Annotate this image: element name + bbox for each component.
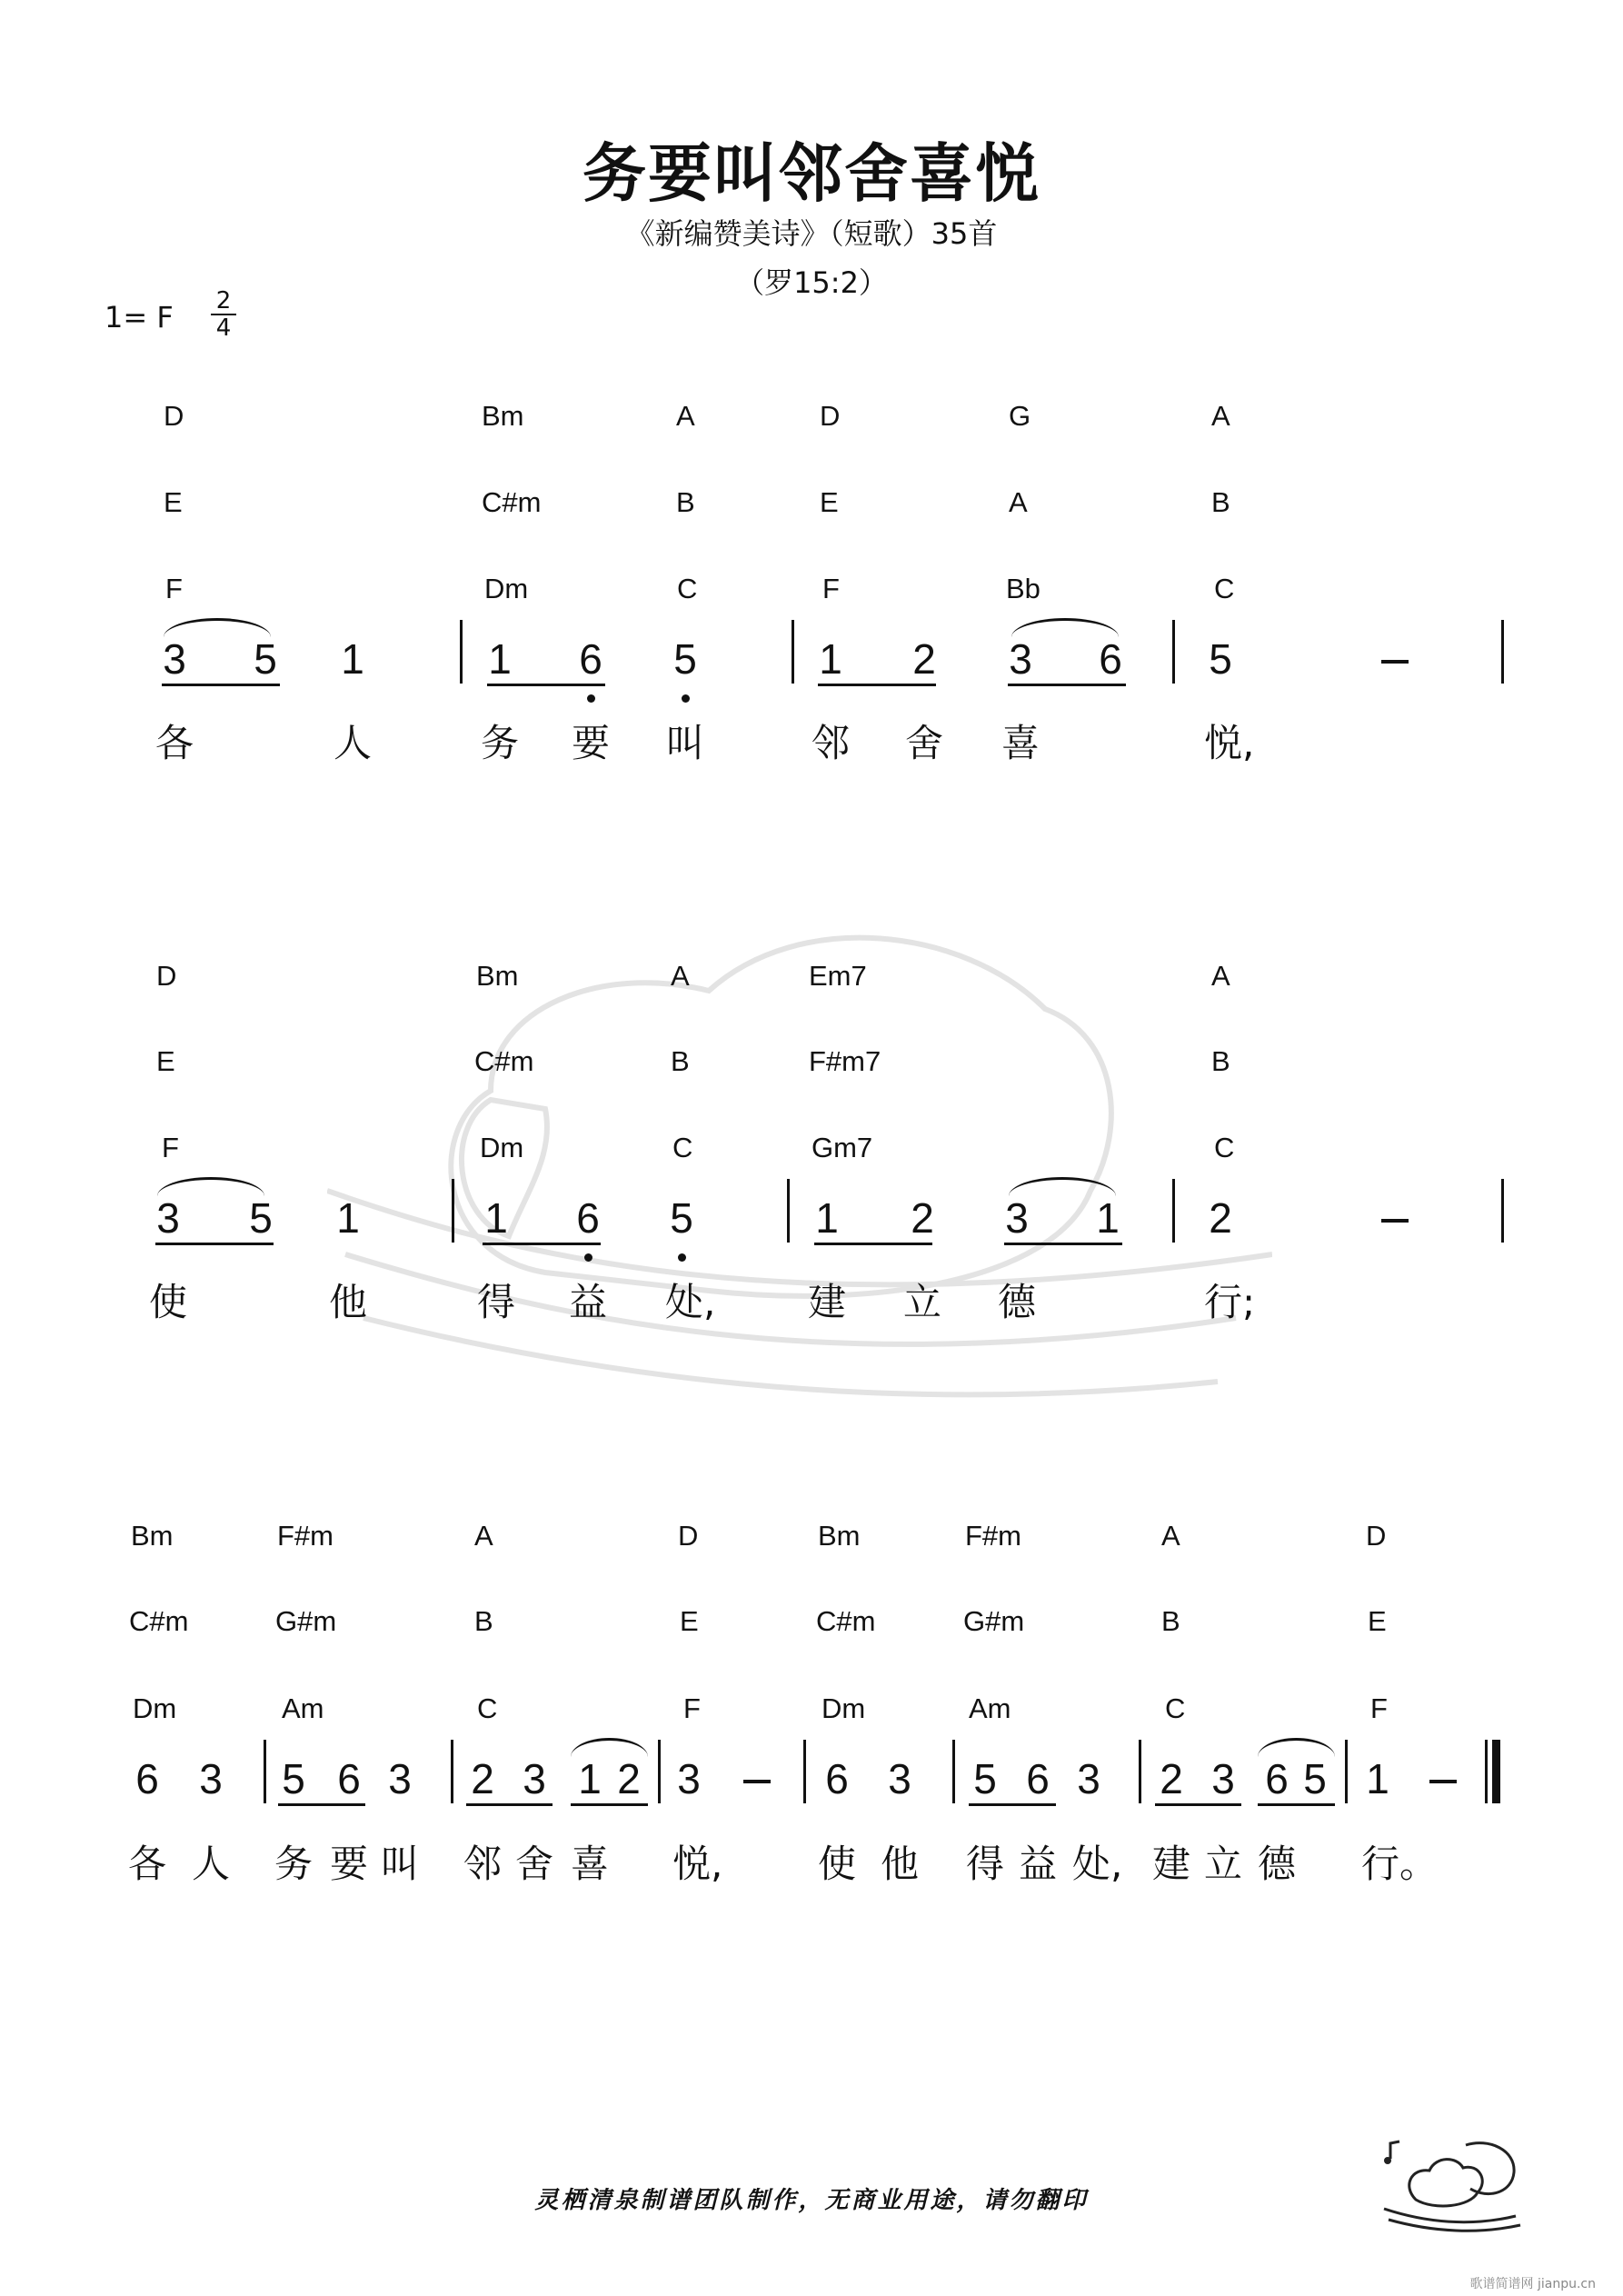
bar-line — [451, 1740, 453, 1803]
lyric: 行; — [1204, 1280, 1256, 1324]
lyric: 立 — [902, 1280, 941, 1324]
lyric: 喜 — [1001, 721, 1040, 765]
chord: E — [164, 486, 183, 518]
underline — [278, 1803, 365, 1806]
note: 3 — [523, 1755, 546, 1802]
lyric: 舍 — [514, 1842, 553, 1886]
scripture-reference: （罗15:2） — [735, 265, 888, 300]
bar-line — [264, 1740, 266, 1803]
bar-line — [1172, 1179, 1175, 1243]
chord: B — [1211, 1045, 1230, 1077]
chord: D — [164, 400, 184, 432]
chord: Bm — [482, 400, 524, 432]
lyric: 立 — [1203, 1842, 1242, 1886]
note: 1 — [336, 1194, 360, 1242]
note: 5 — [1209, 635, 1232, 683]
note: 2 — [911, 1194, 934, 1242]
note: 2 — [617, 1755, 641, 1802]
chord: G — [1009, 400, 1031, 432]
note: 5 — [973, 1755, 997, 1802]
underline — [155, 1243, 274, 1245]
note: 5 — [1303, 1755, 1327, 1802]
underline — [1008, 684, 1126, 686]
songbook-subtitle: 《新编赞美诗》（短歌）35首 — [625, 216, 998, 251]
slur — [1258, 1738, 1335, 1757]
chord: Em7 — [809, 960, 867, 992]
underline — [162, 684, 280, 686]
slur — [157, 1177, 264, 1196]
bar-line — [1345, 1740, 1348, 1803]
lyric: 人 — [333, 721, 372, 765]
underline — [483, 1243, 601, 1245]
note: 3 — [888, 1755, 911, 1802]
chord: C#m — [474, 1045, 534, 1077]
lyric: 悦, — [1204, 721, 1255, 765]
lyric: 舍 — [904, 721, 943, 765]
bar-line — [460, 620, 463, 684]
underline — [969, 1803, 1056, 1806]
chord: C#m — [129, 1605, 189, 1637]
chord: D — [1366, 1520, 1387, 1552]
note: 5 — [249, 1194, 273, 1242]
chord: E — [156, 1045, 175, 1077]
underline — [814, 1243, 932, 1245]
final-bar-thin — [1485, 1740, 1488, 1803]
note: 3 — [199, 1755, 223, 1802]
chord: A — [671, 960, 690, 992]
underline — [818, 684, 936, 686]
final-bar-thick — [1492, 1740, 1500, 1803]
lower-octave-dot — [584, 1253, 592, 1262]
footer-credit: 灵栖清泉制谱团队制作，无商业用途，请勿翻印 — [534, 2187, 1089, 2214]
lyric: 使 — [148, 1280, 187, 1324]
chord: A — [1211, 400, 1230, 432]
chord: C#m — [816, 1605, 876, 1637]
lyric: 得 — [476, 1280, 515, 1324]
chord: A — [1161, 1520, 1180, 1552]
lyric: 使 — [817, 1842, 856, 1886]
lower-octave-dot — [678, 1253, 686, 1262]
note: 1 — [1366, 1755, 1389, 1802]
note: 5 — [254, 635, 277, 683]
lower-octave-dot — [587, 694, 595, 703]
lyric: 益 — [568, 1280, 607, 1324]
chord: B — [676, 486, 695, 518]
lower-octave-dot — [682, 694, 690, 703]
lyric: 德 — [997, 1280, 1036, 1324]
note: 3 — [677, 1755, 701, 1802]
site-watermark: 歌谱简谱网 jianpu.cn — [1469, 2277, 1596, 2291]
lyric: 处, — [665, 1280, 716, 1324]
note: 2 — [1209, 1194, 1232, 1242]
song-title: 务要叫邻舍喜悦 — [582, 136, 1041, 211]
lyric: 悦, — [672, 1842, 723, 1886]
note: 1 — [815, 1194, 839, 1242]
chord: B — [1211, 486, 1230, 518]
note: 3 — [1211, 1755, 1235, 1802]
note: 3 — [1005, 1194, 1029, 1242]
chord: F — [1370, 1692, 1388, 1724]
time-sig-bottom: 4 — [215, 314, 232, 342]
note: 1 — [1096, 1194, 1120, 1242]
lyric: 各 — [154, 721, 194, 765]
chord: D — [678, 1520, 699, 1552]
note: 1 — [488, 635, 512, 683]
note: 5 — [670, 1194, 693, 1242]
chord: A — [1211, 960, 1230, 992]
underline — [1004, 1243, 1122, 1245]
underline — [1258, 1803, 1335, 1806]
lyric: 处, — [1072, 1842, 1123, 1886]
chord: Gm7 — [812, 1132, 873, 1163]
note: 1 — [484, 1194, 508, 1242]
chord: E — [820, 486, 839, 518]
note: 5 — [673, 635, 697, 683]
chord: C — [477, 1692, 498, 1724]
note: 6 — [825, 1755, 849, 1802]
note: 3 — [163, 635, 186, 683]
note: 1 — [341, 635, 364, 683]
chord: D — [156, 960, 177, 992]
chord: E — [680, 1605, 699, 1637]
key-signature: 1= F — [105, 300, 174, 334]
sheep-watermark-icon — [327, 891, 1272, 1418]
lyric: 邻 — [811, 721, 850, 765]
bar-line — [1172, 620, 1175, 684]
underline — [1155, 1803, 1241, 1806]
extension-dash — [743, 1780, 771, 1783]
bar-line — [787, 1179, 790, 1243]
lyric: 务 — [274, 1842, 313, 1886]
chord: G#m — [275, 1605, 337, 1637]
lyric: 德 — [1257, 1842, 1296, 1886]
extension-dash — [1429, 1780, 1457, 1783]
lyric: 人 — [191, 1842, 230, 1886]
underline — [571, 1803, 648, 1806]
note: 6 — [1265, 1755, 1289, 1802]
chord: Am — [969, 1692, 1011, 1724]
chord: C — [1214, 1132, 1235, 1163]
note: 5 — [282, 1755, 305, 1802]
extension-dash — [1381, 660, 1409, 664]
chord: F — [683, 1692, 701, 1724]
chord: Bm — [131, 1520, 174, 1552]
lyric: 他 — [328, 1280, 367, 1324]
note: 6 — [135, 1755, 159, 1802]
bar-line — [1501, 1179, 1504, 1243]
bar-line — [1501, 620, 1504, 684]
lyric: 建 — [807, 1280, 846, 1324]
lyric: 益 — [1018, 1842, 1057, 1886]
note: 2 — [1160, 1755, 1183, 1802]
lyric: 行。 — [1361, 1842, 1439, 1886]
chord: F#m7 — [809, 1045, 881, 1077]
lyric: 邻 — [463, 1842, 502, 1886]
chord: Dm — [133, 1692, 177, 1724]
chord: A — [1009, 486, 1028, 518]
note: 3 — [388, 1755, 412, 1802]
time-signature — [211, 289, 236, 340]
chord: C — [672, 1132, 693, 1163]
chord: D — [820, 400, 841, 432]
chord: B — [474, 1605, 493, 1637]
chord: F — [822, 573, 840, 604]
chord: A — [676, 400, 695, 432]
chord: Bm — [818, 1520, 861, 1552]
bar-line — [658, 1740, 661, 1803]
note: 6 — [1099, 635, 1122, 683]
extension-dash — [1381, 1219, 1409, 1223]
note: 6 — [337, 1755, 361, 1802]
underline — [466, 1803, 553, 1806]
note: 6 — [576, 1194, 600, 1242]
chord: Dm — [480, 1132, 524, 1163]
chord: B — [671, 1045, 690, 1077]
chord: G#m — [963, 1605, 1025, 1637]
note: 6 — [1026, 1755, 1050, 1802]
chord: E — [1368, 1605, 1387, 1637]
note: 6 — [579, 635, 602, 683]
lyric: 叫 — [380, 1842, 419, 1886]
lyric: 建 — [1151, 1842, 1190, 1886]
time-sig-top: 2 — [215, 287, 232, 314]
slur — [164, 618, 271, 637]
note: 2 — [471, 1755, 494, 1802]
chord: C — [677, 573, 698, 604]
chord: C — [1214, 573, 1235, 604]
chord: Dm — [821, 1692, 866, 1724]
lyric: 务 — [480, 721, 519, 765]
bar-line — [452, 1179, 454, 1243]
bar-line — [792, 620, 794, 684]
lyric: 喜 — [570, 1842, 609, 1886]
note: 3 — [1009, 635, 1032, 683]
lyric: 要 — [329, 1842, 368, 1886]
chord: F — [162, 1132, 179, 1163]
underline — [487, 684, 605, 686]
lyric: 各 — [127, 1842, 166, 1886]
chord: Dm — [484, 573, 529, 604]
chord: Am — [282, 1692, 324, 1724]
lyric: 他 — [880, 1842, 919, 1886]
chord: F#m — [965, 1520, 1021, 1552]
note: 2 — [912, 635, 936, 683]
lyric: 叫 — [665, 721, 704, 765]
chord: Bb — [1006, 573, 1041, 604]
lyric: 要 — [571, 721, 610, 765]
note: 1 — [578, 1755, 602, 1802]
slur — [571, 1738, 648, 1757]
chord: A — [474, 1520, 493, 1552]
sheep-logo-icon — [1379, 2136, 1525, 2236]
bar-line — [803, 1740, 806, 1803]
chord: F — [165, 573, 183, 604]
chord: F#m — [277, 1520, 334, 1552]
note: 1 — [819, 635, 842, 683]
chord: Bm — [476, 960, 519, 992]
chord: C#m — [482, 486, 542, 518]
note: 3 — [156, 1194, 180, 1242]
lyric: 得 — [965, 1842, 1004, 1886]
note: 3 — [1077, 1755, 1100, 1802]
chord: C — [1165, 1692, 1186, 1724]
bar-line — [952, 1740, 955, 1803]
chord: B — [1161, 1605, 1180, 1637]
slur — [1011, 618, 1119, 637]
bar-line — [1139, 1740, 1141, 1803]
